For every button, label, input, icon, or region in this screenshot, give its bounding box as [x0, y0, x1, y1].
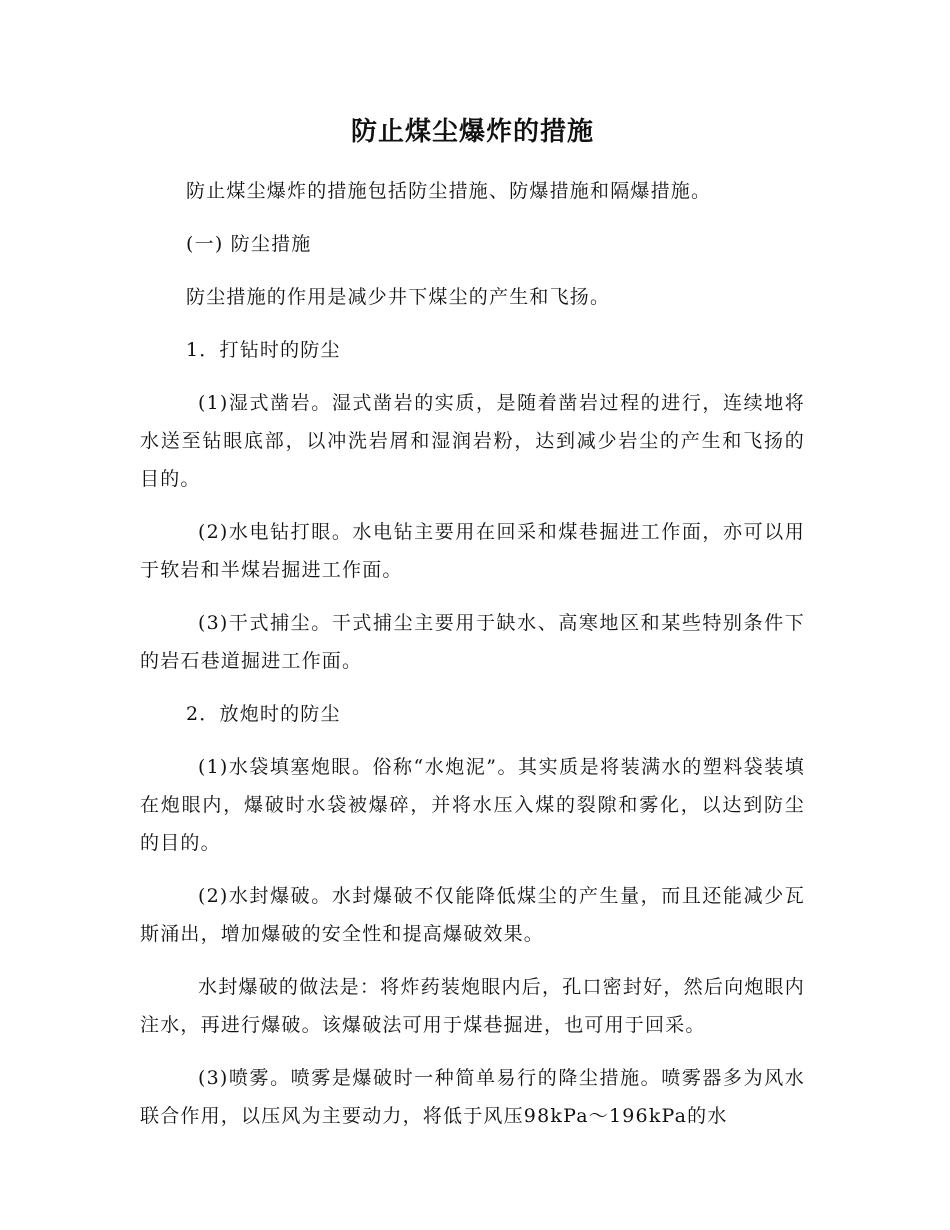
paragraph-water-seal-method: 水封爆破的做法是：将炸药装炮眼内后，孔口密封好，然后向炮眼内注水，再进行爆破。该爆破法可用于煤巷掘进，也可用于回采。 [140, 976, 805, 1036]
paragraph-water-stemming: (1)水袋填塞炮眼。俗称“水炮泥”。其实质是将装满水的塑料袋装填在炮眼内，爆破时水袋被爆碎，并将水压入煤的裂隙和雾化，以达到防尘的目的。 [140, 756, 805, 854]
paragraph-water-drill: (2)水电钻打眼。水电钻主要用在回采和煤巷掘进工作面，亦可以用于软岩和半煤岩掘进工作面。 [140, 521, 805, 581]
paragraph-spraying: (3)喷雾。喷雾是爆破时一种简单易行的降尘措施。喷雾器多为风水联合作用，以压风为主要动力，将低于风压98kPa～196kPa的水 [140, 1067, 805, 1127]
section-heading-dust-prevention: (一) 防尘措施 [186, 233, 312, 255]
paragraph-dry-capture: (3)干式捕尘。干式捕尘主要用于缺水、高寒地区和某些特别条件下的岩石巷道掘进工作面。 [140, 612, 805, 672]
document-title: 防止煤尘爆炸的措施 [350, 117, 594, 147]
document-page [140, 112, 805, 1135]
subheading-drilling-dust: 1．打钻时的防尘 [186, 339, 341, 361]
paragraph-intro: 防止煤尘爆炸的措施包括防尘措施、防爆措施和隔爆措施。 [186, 180, 712, 202]
paragraph-wet-drilling: (1)湿式凿岩。湿式凿岩的实质，是随着凿岩过程的进行，连续地将水送至钻眼底部，以冲洗岩屑和湿润岩粉，达到减少岩尘的产生和飞扬的目的。 [140, 392, 805, 490]
paragraph-dust-purpose: 防尘措施的作用是减少井下煤尘的产生和飞扬。 [186, 286, 611, 308]
subheading-blasting-dust: 2．放炮时的防尘 [186, 703, 341, 725]
paragraph-water-seal-blasting: (2)水封爆破。水封爆破不仅能降低煤尘的产生量，而且还能减少瓦斯涌出，增加爆破的安全性和提高爆破效果。 [140, 885, 805, 945]
